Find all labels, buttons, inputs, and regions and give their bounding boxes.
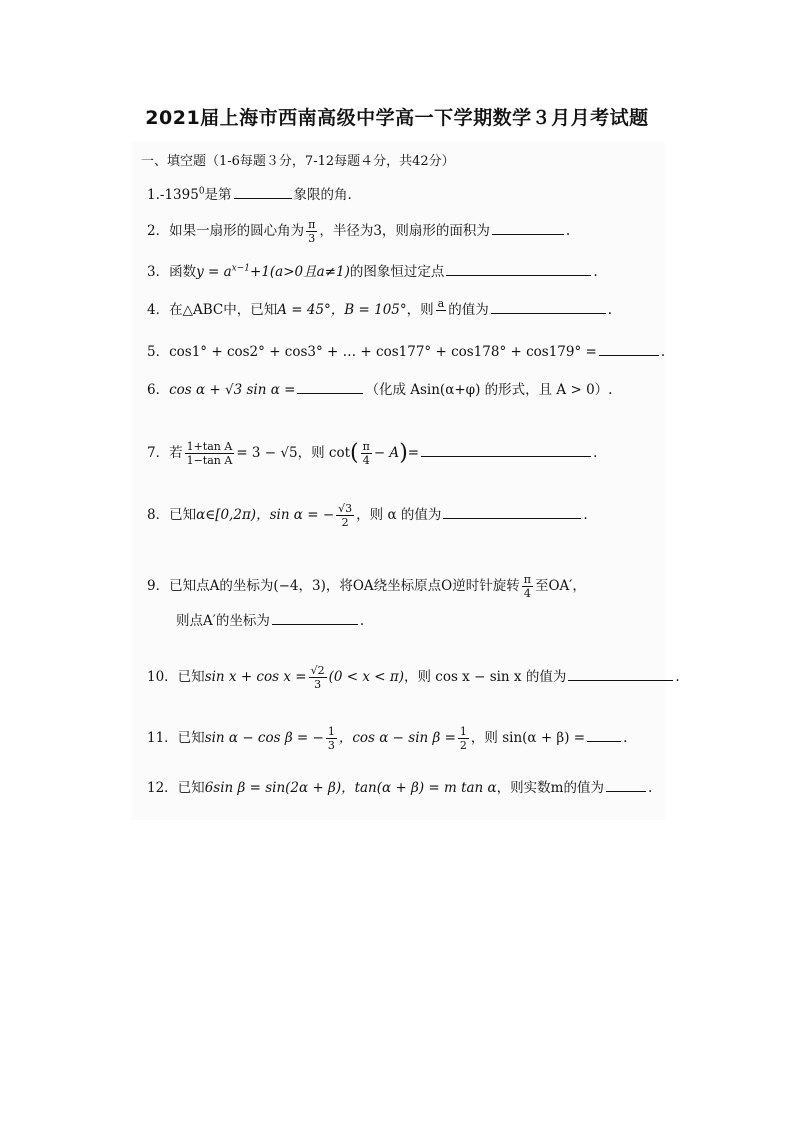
question-9-line-2: 则点A′的坐标为 . xyxy=(176,613,365,629)
answer-blank[interactable] xyxy=(587,729,621,742)
question-4: 4．在△ABC中，已知A = 45°，B = 105°，则 a 的值为 . xyxy=(147,297,612,324)
fraction: $\frac{√2}{3}$ xyxy=(310,664,325,691)
question-9: 9．已知点A的坐标为(−4，3)，将OA绕坐标原点O逆时针旋转 $\frac{\pi}{4}$ 至OA′， xyxy=(147,573,586,600)
question-2: 2．如果一扇形的圆心角为 $\frac{\pi}{3}$ ，半径为3，则扇形的面积为 . xyxy=(147,218,571,245)
question-12: 12．已知6sin β = sin(2α + β)，tan(α + β) = m tan α，则实数m的值为 . xyxy=(147,780,653,796)
question-3: 3．函数$y = a^{x-1}+1(a>0$且a≠1)的图象恒过定点 . xyxy=(147,263,598,280)
answer-blank[interactable] xyxy=(568,668,673,681)
answer-blank[interactable] xyxy=(446,263,591,276)
question-10: 10．已知sin x + cos x = $\frac{√2}{3}$ (0 < x < π)，则 cos x − sin x 的值为 . xyxy=(147,664,680,691)
answer-blank[interactable] xyxy=(599,343,659,356)
question-7: 7．若 $\frac{\text{1+tan A}}{\text{1−tan A}}$ = 3 − √5，则 cot( $\frac{\pi}{4}$ − A)= . xyxy=(147,440,598,467)
answer-blank[interactable] xyxy=(272,612,358,625)
answer-blank[interactable] xyxy=(491,301,606,314)
fraction: $\frac{1}{2}$ xyxy=(459,725,467,752)
answer-blank[interactable] xyxy=(297,381,363,394)
question-5: 5．cos1° + cos2° + cos3° + … + cos177° + cos178° + cos179° = . xyxy=(147,344,666,360)
question-1: 1.-1395$^0$是第 象限的角. xyxy=(147,186,352,203)
answer-blank[interactable] xyxy=(421,444,591,457)
fraction: $\frac{√3}{2}$ xyxy=(338,502,353,529)
fraction: a xyxy=(437,297,445,310)
answer-blank[interactable] xyxy=(234,186,292,199)
section-heading: 一、填空题（1-6每题３分，7-12每题４分，共42分） xyxy=(141,154,455,169)
answer-blank[interactable] xyxy=(443,506,581,519)
fraction: $\frac{\pi}{4}$ xyxy=(362,440,370,467)
answer-blank[interactable] xyxy=(606,779,646,792)
fraction: $\frac{1}{3}$ xyxy=(327,725,335,752)
question-6: 6．cos α + √3 sin α = （化成 Asin(α+φ) 的形式，且 A > 0）. xyxy=(147,382,613,398)
question-11: 11．已知sin α − cos β = − $\frac{1}{3}$ ，cos α − sin β = $\frac{1}{2}$ ，则 sin(α + β) = . xyxy=(147,725,628,752)
fraction: $\frac{\pi}{4}$ xyxy=(523,573,531,600)
fraction: $\frac{\pi}{3}$ xyxy=(308,218,316,245)
fraction: $\frac{\text{1+tan A}}{\text{1−tan A}}$ xyxy=(186,440,233,467)
answer-blank[interactable] xyxy=(492,222,564,235)
question-8: 8．已知α∈[0,2π)，sin α = − $\frac{√3}{2}$ ，则 α 的值为 . xyxy=(147,502,588,529)
page-title: 2021届上海市西南高级中学高一下学期数学３月月考试题 xyxy=(145,107,649,129)
